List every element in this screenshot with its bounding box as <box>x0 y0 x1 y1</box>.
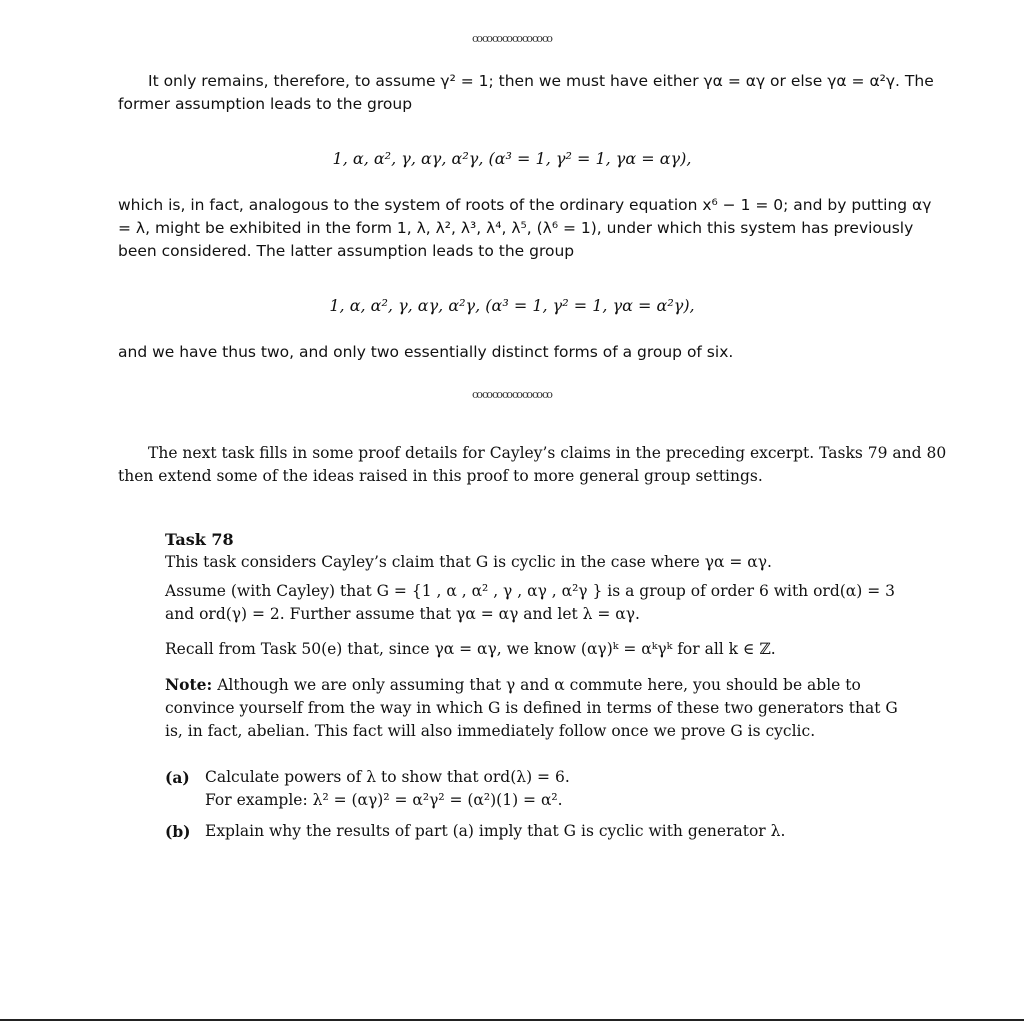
item-text: Explain why the results of part (a) imply that G is cyclic with generator λ. <box>205 822 786 840</box>
ornament-divider-top: ꝏꝏꝏꝏꝏꝏꝏꝏ <box>472 32 552 45</box>
bottom-rule <box>0 1019 1024 1021</box>
task-title: Task 78 <box>165 530 234 549</box>
task-item-b <box>165 820 905 843</box>
task-note <box>165 673 905 743</box>
group-display-1: 1, α, α², γ, αγ, α²γ, (α³ = 1, γ² = 1, γα = αγ), <box>332 149 692 168</box>
excerpt-paragraph-3: and we have thus two, and only two essentially distinct forms of a group of six. <box>118 343 734 361</box>
group-display-2: 1, α, α², γ, αγ, α²γ, (α³ = 1, γ² = 1, γα = α²γ), <box>329 296 695 315</box>
task-recall: Recall from Task 50(e) that, since γα = αγ, we know (αγ)ᵏ = αᵏγᵏ for all k ∈ ℤ. <box>165 640 776 658</box>
excerpt-paragraph-1: It only remains, therefore, to assume γ² = 1; then we must have either γα = αγ or else γα = α²γ. The former assumption leads to the group <box>118 72 934 113</box>
task-line-1: This task considers Cayley’s claim that G is cyclic in the case where γα = αγ. <box>165 553 772 571</box>
note-label: Note: <box>165 675 213 694</box>
item-text: Calculate powers of λ to show that ord(λ) = 6. <box>205 768 570 786</box>
item-label: (a) <box>165 768 190 787</box>
intro-paragraph: The next task fills in some proof details for Cayley’s claims in the preceding excerpt. Tasks 79 and 80 then extend some of the ideas raised in this proof to more general group settings. <box>118 444 947 485</box>
task-item-a <box>165 766 905 812</box>
note-text: Although we are only assuming that γ and α commute here, you should be able to convince yourself from the way in which G is defined in terms of these two generators that G is, in fact, abelian. This fact will also immediately follow once we prove G is cyclic. <box>165 676 898 740</box>
task-items <box>165 766 905 843</box>
task-block <box>165 528 905 743</box>
excerpt-paragraph-2: which is, in fact, analogous to the system of roots of the ordinary equation x⁶ − 1 = 0; and by putting αγ = λ, might be exhibited in the form 1, λ, λ², λ³, λ⁴, λ⁵, (λ⁶ = 1), under which this system has previously been considered. The latter assumption leads to the group <box>118 196 932 260</box>
item-example: For example: λ² = (αγ)² = α²γ² = (α²)(1) = α². <box>205 791 563 809</box>
item-label: (b) <box>165 822 191 841</box>
ornament-divider-middle: ꝏꝏꝏꝏꝏꝏꝏꝏ <box>472 388 552 401</box>
task-assumption: Assume (with Cayley) that G = {1 , α , α² , γ , αγ , α²γ } is a group of order 6 with ord(α) = 3 and ord(γ) = 2. Further assume that γα = αγ and let λ = αγ. <box>165 582 896 623</box>
